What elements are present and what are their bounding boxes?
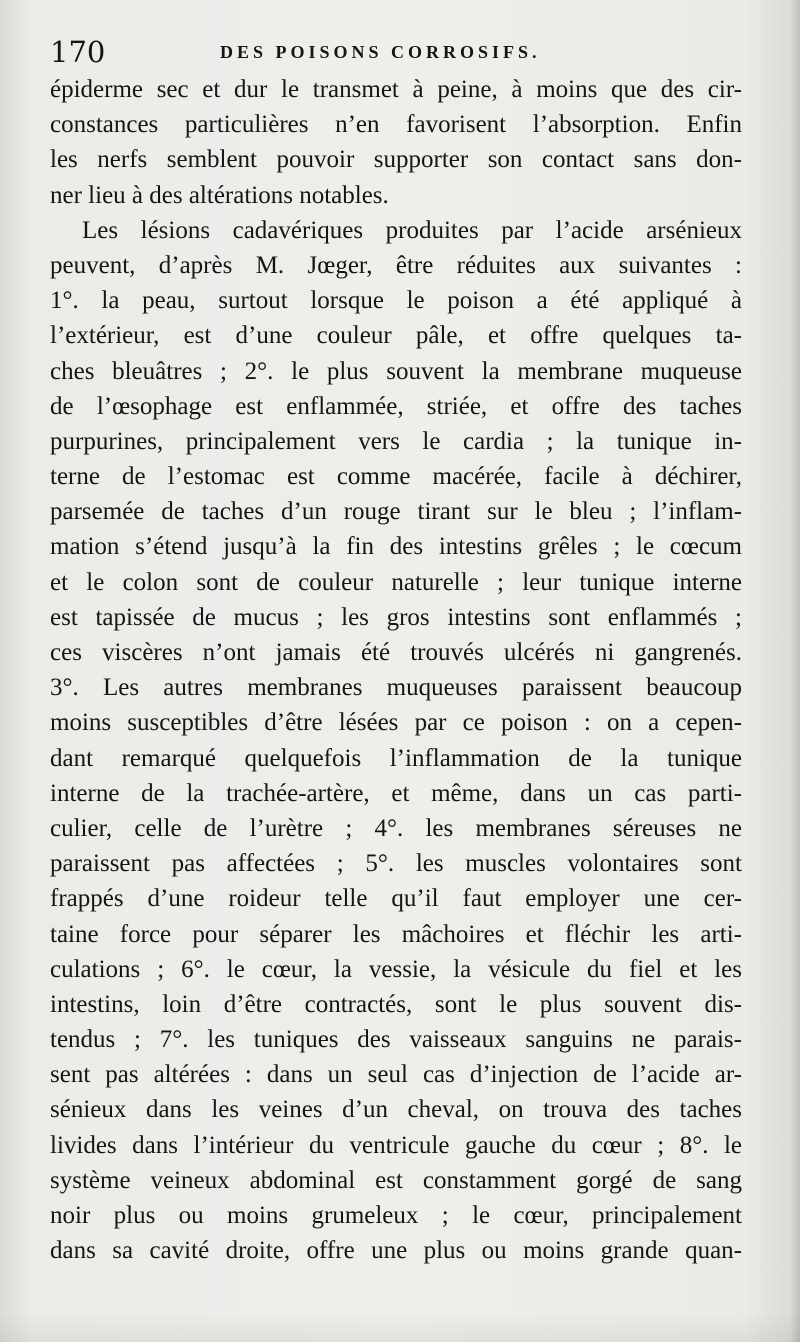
page-number: 170 xyxy=(50,35,106,69)
text-line: parsemée de taches d’un rouge tirant sur le bleu ; l’inflam- xyxy=(50,498,742,526)
text-line: de l’œsophage est enflammée, striée, et offre des taches xyxy=(50,392,742,420)
body-text xyxy=(50,72,742,1268)
text-line: dans sa cavité droite, offre une plus ou moins grande quan- xyxy=(50,1237,742,1265)
text-line: épiderme sec et dur le transmet à peine, à moins que des cir- xyxy=(50,76,742,103)
text-line: sénieux dans les veines d’un cheval, on trouva des taches xyxy=(50,1096,742,1124)
text-line: frappés d’une roideur telle qu’il faut employer une cer- xyxy=(50,885,742,913)
text-line: mation s’étend jusqu’à la fin des intestins grêles ; le cœcum xyxy=(50,533,742,561)
text-line: interne de la trachée-artère, et même, dans un cas parti- xyxy=(50,779,742,807)
text-line: système veineux abdominal est constamment gorgé de sang xyxy=(50,1166,742,1194)
text-line: intestins, loin d’être contractés, sont le plus souvent dis- xyxy=(50,990,742,1018)
running-head: DES POISONS CORROSIFS. xyxy=(220,42,541,62)
text-line: est tapissée de mucus ; les gros intestins sont enflammés ; xyxy=(50,603,742,631)
text-line: Les lésions cadavériques produites par l’acide arsénieux xyxy=(82,216,742,244)
text-line: 3°. Les autres membranes muqueuses paraissent beaucoup xyxy=(50,674,742,702)
text-line: culier, celle de l’urètre ; 4°. les membranes séreuses ne xyxy=(50,814,742,842)
text-line: noir plus ou moins grumeleux ; le cœur, principalement xyxy=(50,1202,742,1229)
text-line: terne de l’estomac est comme macérée, facile à déchirer, xyxy=(50,463,742,491)
text-line: et le colon sont de couleur naturelle ; leur tunique interne xyxy=(50,568,742,596)
text-line: purpurines, principalement vers le cardia ; la tunique in- xyxy=(50,427,742,455)
page-bottom-shadow xyxy=(0,1312,800,1342)
text-line: l’extérieur, est d’une couleur pâle, et offre quelques ta- xyxy=(50,322,742,350)
text-line: livides dans l’intérieur du ventricule gauche du cœur ; 8°. le xyxy=(50,1131,742,1159)
text-line: dant remarqué quelquefois l’inflammation de la tunique xyxy=(50,744,742,772)
text-line: constances particulières n’en favorisent l’absorption. Enfin xyxy=(50,111,742,139)
text-line: peuvent, d’après M. Jœger, être réduites aux suivantes : xyxy=(50,251,742,279)
text-line: taine force pour séparer les mâchoires et fléchir les arti- xyxy=(50,920,742,948)
text-line: ches bleuâtres ; 2°. le plus souvent la membrane muqueuse xyxy=(50,357,742,385)
text-line: 1°. la peau, surtout lorsque le poison a été appliqué à xyxy=(50,287,742,315)
text-line: ner lieu à des altérations notables. xyxy=(50,181,389,209)
text-line: les nerfs semblent pouvoir supporter son contact sans don- xyxy=(50,146,742,174)
page-edge-shadow xyxy=(790,0,800,1342)
text-line: sent pas altérées : dans un seul cas d’injection de l’acide ar- xyxy=(50,1061,742,1089)
text-line: moins susceptibles d’être lésées par ce poison : on a cepen- xyxy=(50,709,742,737)
text-line: ces viscères n’ont jamais été trouvés ulcérés ni gangrenés. xyxy=(50,639,742,666)
page-header xyxy=(50,34,750,70)
text-line: paraissent pas affectées ; 5°. les muscles volontaires sont xyxy=(50,850,742,878)
text-line: culations ; 6°. le cœur, la vessie, la vésicule du fiel et les xyxy=(50,955,742,983)
text-line: tendus ; 7°. les tuniques des vaisseaux sanguins ne parais- xyxy=(50,1026,742,1054)
